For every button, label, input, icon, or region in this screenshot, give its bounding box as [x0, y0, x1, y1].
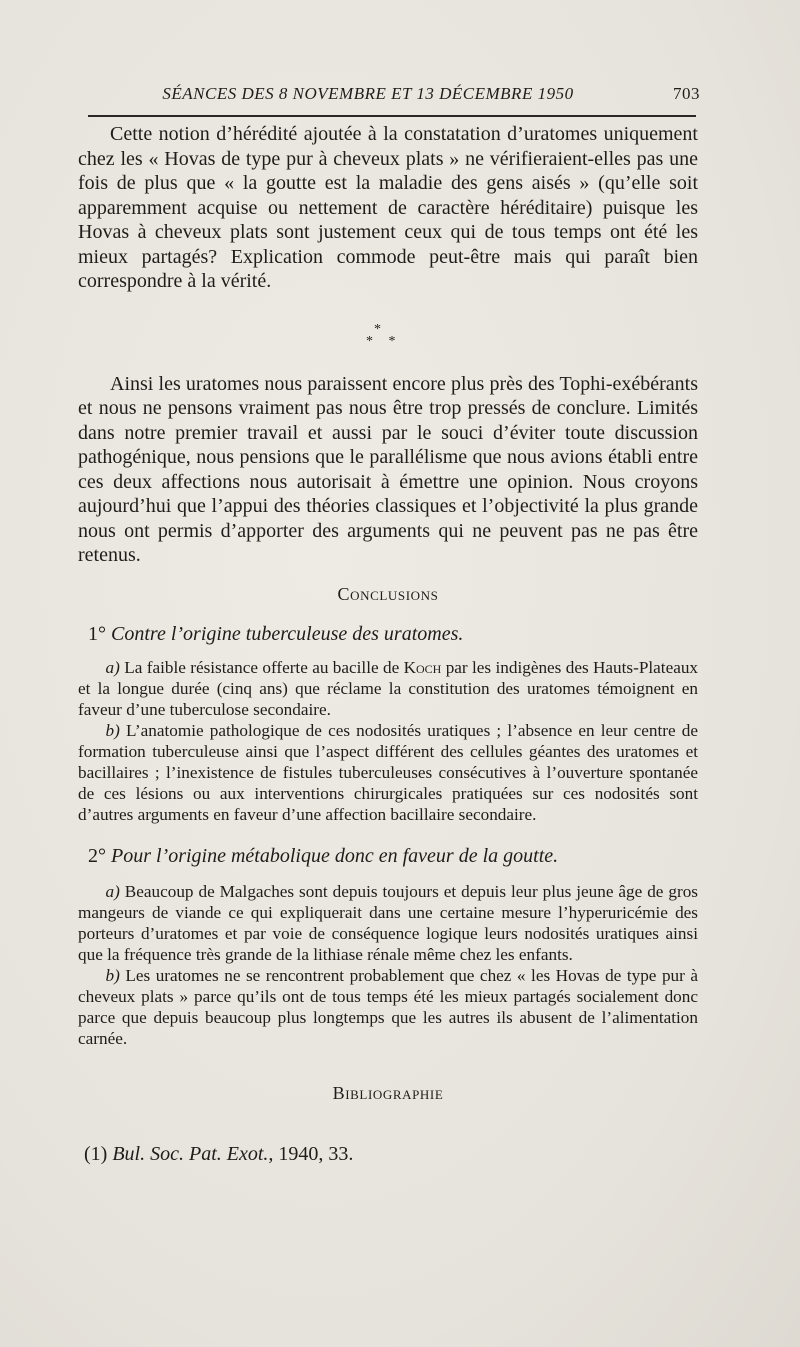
- section-1-title: Contre l’origine tuberculeuse des uratomes.: [111, 622, 464, 645]
- section-1-number: 1°: [88, 622, 106, 645]
- entry-details: 1940, 33.: [278, 1142, 354, 1165]
- section-1-heading: [78, 621, 698, 647]
- main-text: [78, 122, 698, 1166]
- item-text: Les uratomes ne se rencontrent probablement que chez « les Hovas de type pur à cheveux plats » parce qu’ils ont de tous temps été les mieux partagés socialement donc parce que depuis beaucoup plus longtemps que les autres ils abusent de l’alimentation carnée.: [78, 965, 699, 1048]
- asterism-bottom: * *: [366, 333, 402, 349]
- item-label: b): [105, 720, 120, 740]
- header-rule: [88, 115, 696, 117]
- page-number: 703: [673, 84, 700, 103]
- section-2-title: Pour l’origine métabolique donc en faveur de la goutte.: [111, 844, 559, 867]
- paragraph-tophi: Ainsi les uratomes nous paraissent encore plus près des Tophi-exébérants et nous ne pensons vraiment pas nous être trop pressés de conclure. Limités dans notre premier travail et aussi par le souci d’éviter toute discussion pathogénique, nous pensions que le parallélisme que nous avions établi entre ces deux affections nous autorisait à émettre une opinion. Nous croyons aujourd’hui que l’appui des théories classiques et l’objectivité la plus grande nous ont permis d’apporter des arguments qui ne peuvent pas ne pas être retenus.: [78, 372, 698, 566]
- bibliography-heading: Bibliographie: [332, 1082, 444, 1103]
- item-text: Beaucoup de Malgaches sont depuis toujours et depuis leur plus jeune âge de gros mangeurs de viande ce qui expliquerait dans une certaine mesure l’hyperuricémie des porteurs d’uratomes et par voie de conséquence logique leurs nodosités uratiques ainsi que la fréquence très grande de la lithiase rénale même chez les enfants.: [78, 881, 698, 964]
- item-text: L’anatomie pathologique de ces nodosités uratiques ; l’absence en leur centre de formation tuberculeuse ainsi que l’aspect différent des cellules géantes des uratomes et bacillaires ; l’inexistence de fistules tuberculeuses consécutives à l’ouverture spontanée de ces lésions ou aux interventions chirurgicales pratiquées sur ces nodosités sont d’autres arguments en faveur d’une affection bacillaire secondaire.: [78, 720, 698, 824]
- asterism-top: *: [374, 321, 381, 337]
- item-text: La faible résistance offerte au bacille de: [124, 657, 400, 677]
- entry-journal: Bul. Soc. Pat. Exot.,: [112, 1142, 274, 1165]
- item-label: a): [105, 881, 120, 901]
- conclusions-heading: Conclusions: [337, 583, 439, 604]
- section-2-number: 2°: [88, 844, 106, 867]
- section-2-heading: [78, 843, 698, 869]
- section-1-item-b: [78, 720, 698, 825]
- paragraph-heredity: Cette notion d’hérédité ajoutée à la constatation d’uratomes uniquement chez les « Hovas de type pur à cheveux plats » ne vérifieraient-elles pas une fois de plus que « la goutte est la maladie des gens aisés » (qu’elle soit apparemment acquise ou nettement de caractère héréditaire) puisque les Hovas à cheveux plats sont justement ceux qui de tous temps ont été les mieux partagés? Explication commode peut-être mais qui paraît bien correspondre à la vérité.: [78, 123, 698, 292]
- bibliography-entry: [78, 1142, 698, 1166]
- section-2-item-b: [78, 965, 698, 1049]
- asterism-separator: [78, 294, 698, 372]
- page-header: [88, 84, 700, 108]
- author-name: Koch: [403, 657, 442, 677]
- item-label: a): [105, 657, 120, 677]
- section-2-item-a: [78, 881, 698, 965]
- item-text: par les indigènes des Hauts-Plateaux et la longue durée (cinq ans) que réclame la constitution des uratomes témoignent en faveur d’une tuberculose secondaire.: [78, 657, 699, 719]
- running-title: SÉANCES DES 8 NOVEMBRE ET 13 DÉCEMBRE 1950: [162, 84, 574, 103]
- entry-number: (1): [84, 1142, 108, 1165]
- section-1-item-a: [78, 657, 698, 720]
- item-label: b): [105, 965, 120, 985]
